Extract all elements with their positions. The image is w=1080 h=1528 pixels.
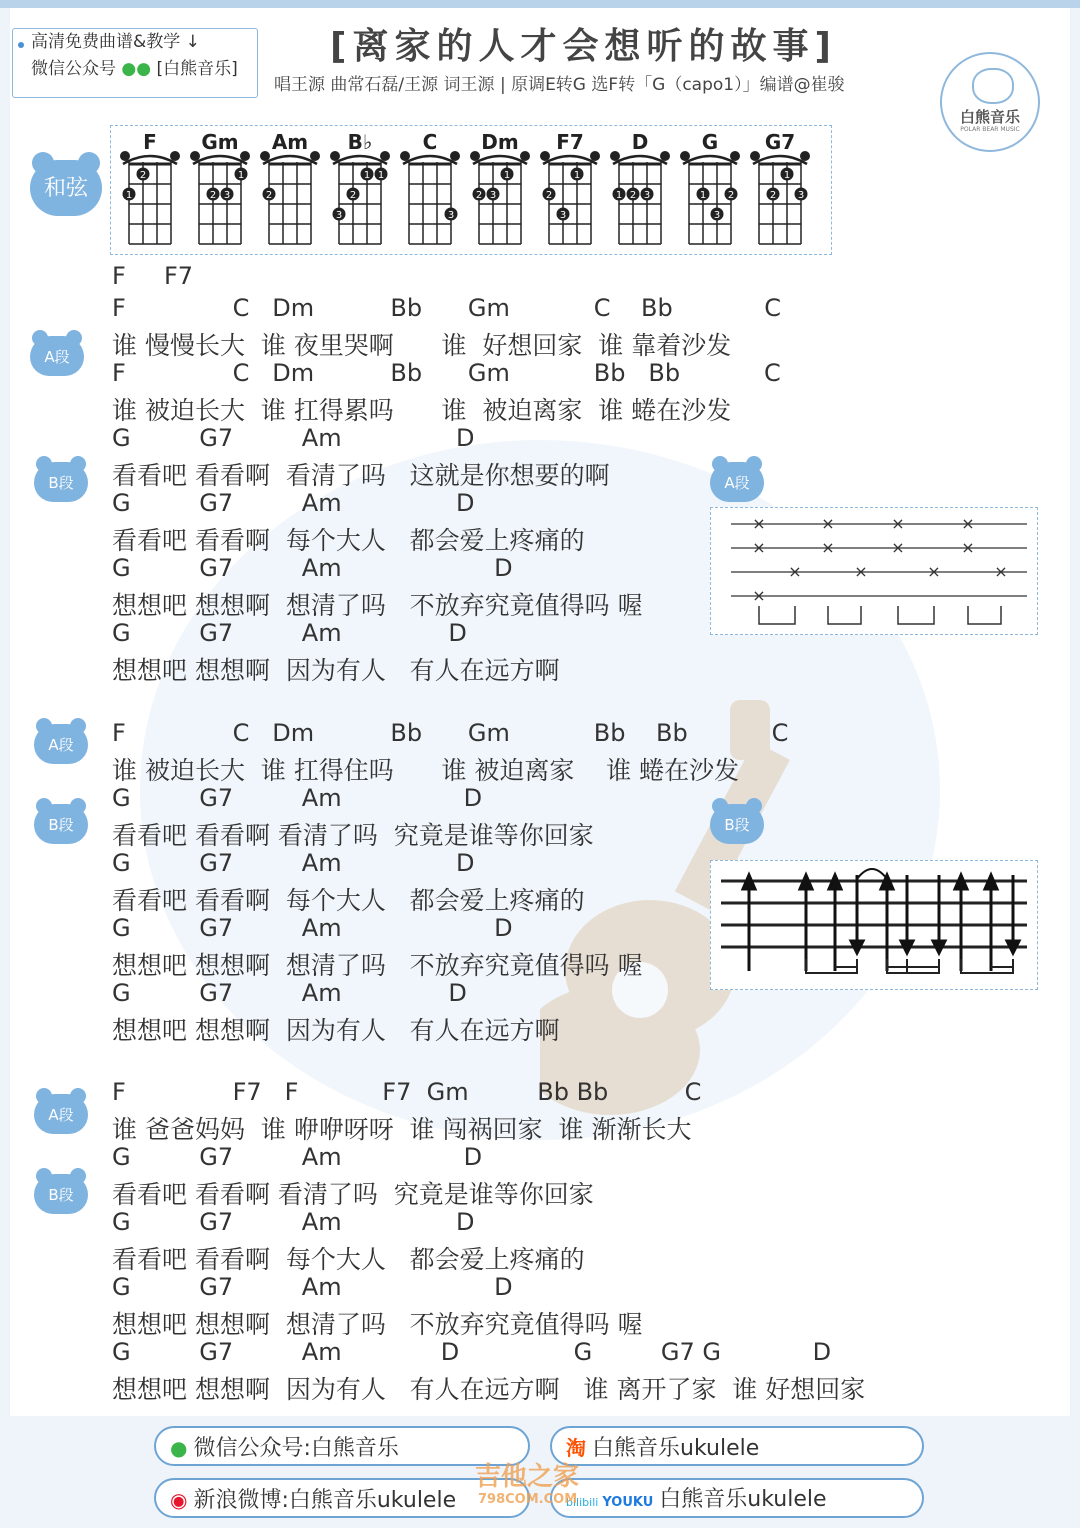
top-border xyxy=(0,0,1080,8)
chord-fretboard xyxy=(329,150,391,250)
chord-fretboard xyxy=(189,150,251,250)
svg-text:1: 1 xyxy=(699,190,707,201)
svg-text:3: 3 xyxy=(489,190,497,201)
svg-text:1: 1 xyxy=(125,190,133,201)
chord-diagram xyxy=(259,126,321,254)
bilibili-icon: bilibili xyxy=(566,1496,599,1509)
chord-line: G G7 Am D G G7 G D xyxy=(112,1338,832,1366)
section-badge-a: A段 xyxy=(30,336,84,376)
chord-line: F C Dm Bb Gm Bb Bb C xyxy=(112,359,781,387)
chord-name: B♭ xyxy=(347,130,373,154)
svg-text:×: × xyxy=(994,562,1008,581)
chord-line: G G7 Am D xyxy=(112,489,475,517)
bullet-dot xyxy=(18,42,24,48)
section-badge-a: A段 xyxy=(710,462,764,502)
promo-account-name: [白熊音乐] xyxy=(156,59,238,79)
svg-text:×: × xyxy=(961,538,975,557)
chord-name: C xyxy=(422,130,438,154)
chord-line: F F7 xyxy=(112,262,194,290)
svg-text:2: 2 xyxy=(727,190,735,201)
lyric-line: 谁 爸爸妈妈 谁 咿咿呀呀 谁 闯祸回家 谁 渐渐长大 xyxy=(112,1115,692,1144)
chord-name: D xyxy=(631,130,649,154)
lyric-line: 谁 被迫长大 谁 扛得累吗 谁 被迫离家 谁 蜷在沙发 xyxy=(112,396,732,425)
section-badge-b: B段 xyxy=(34,804,88,844)
svg-text:×: × xyxy=(821,514,835,533)
svg-text:3: 3 xyxy=(643,190,651,201)
svg-text:1: 1 xyxy=(363,170,371,181)
lyric-line: 看看吧 看看啊 每个大人 都会爱上疼痛的 xyxy=(112,526,585,555)
picking-pattern-panel xyxy=(710,507,1038,635)
bear-face-icon xyxy=(972,68,1014,104)
chord-line: G G7 Am D xyxy=(112,849,475,877)
lyric-line: 谁 被迫长大 谁 扛得住吗 谁 被迫离家 谁 蜷在沙发 xyxy=(112,756,740,785)
footer-wechat[interactable] xyxy=(154,1426,530,1466)
strumming-pattern-tab xyxy=(711,861,1037,989)
lyric-line: 想想吧 想想啊 因为有人 有人在远方啊 xyxy=(112,656,560,685)
footer-weibo-text: 新浪微博:白熊音乐ukulele xyxy=(193,1488,457,1513)
svg-text:×: × xyxy=(927,562,941,581)
chord-name: G xyxy=(701,130,719,154)
svg-text:3: 3 xyxy=(559,210,567,221)
svg-text:3: 3 xyxy=(797,190,805,201)
svg-text:1: 1 xyxy=(783,170,791,181)
footer-weibo[interactable] xyxy=(154,1478,530,1518)
svg-text:2: 2 xyxy=(475,190,483,201)
lyric-line: 想想吧 想想啊 想清了吗 不放弃究竟值得吗 喔 xyxy=(112,591,643,620)
svg-text:2: 2 xyxy=(209,190,217,201)
section-badge-b: B段 xyxy=(34,1174,88,1214)
chord-diagram xyxy=(119,126,181,254)
svg-text:×: × xyxy=(961,514,975,533)
svg-text:×: × xyxy=(752,514,766,533)
chord-diagram xyxy=(469,126,531,254)
svg-text:×: × xyxy=(891,538,905,557)
chord-line: F C Dm Bb Gm C Bb C xyxy=(112,294,782,322)
lyric-line: 看看吧 看看啊 每个大人 都会爱上疼痛的 xyxy=(112,886,585,915)
svg-text:2: 2 xyxy=(769,190,777,201)
chord-line: G G7 Am D xyxy=(112,1208,475,1236)
logo-name: 白熊音乐 xyxy=(959,108,1020,126)
svg-text:3: 3 xyxy=(335,210,343,221)
youku-icon: YOUKU xyxy=(602,1495,654,1510)
svg-text:3: 3 xyxy=(223,190,231,201)
song-credits: 唱王源 曲常石磊/王源 词王源 | 原调E转G 选F转「G（capo1）」编谱@崔骏 xyxy=(274,75,845,95)
weibo-icon: ◉ xyxy=(170,1488,188,1512)
svg-text:2: 2 xyxy=(629,190,637,201)
lyric-line: 想想吧 想想啊 想清了吗 不放弃究竟值得吗 喔 xyxy=(112,1310,643,1339)
chord-fretboard xyxy=(749,150,811,250)
footer-taobao-text: 白熊音乐ukulele xyxy=(592,1436,760,1461)
chord-line: G G7 Am D xyxy=(112,1143,483,1171)
polar-bear-logo xyxy=(940,52,1040,152)
svg-text:1: 1 xyxy=(503,170,511,181)
site-watermark: 吉他之家 xyxy=(475,1462,580,1492)
svg-text:2: 2 xyxy=(545,190,553,201)
lyric-line: 想想吧 想想啊 想清了吗 不放弃究竟值得吗 喔 xyxy=(112,951,643,980)
chord-line: F C Dm Bb Gm Bb Bb C xyxy=(112,719,789,747)
lyric-line: 看看吧 看看啊 看清了吗 这就是你想要的啊 xyxy=(112,461,610,490)
svg-text:×: × xyxy=(752,586,766,605)
chord-fretboard xyxy=(399,150,461,250)
chord-diagram xyxy=(679,126,741,254)
footer-video-text: 白熊音乐ukulele xyxy=(659,1487,827,1512)
svg-text:2: 2 xyxy=(139,170,147,181)
chords-section-badge: 和弦 xyxy=(30,160,102,216)
chord-line: F F7 F F7 Gm Bb Bb C xyxy=(112,1078,702,1106)
footer-wechat-text: 微信公众号:白熊音乐 xyxy=(193,1436,399,1461)
chord-diagram xyxy=(189,126,251,254)
svg-text:3: 3 xyxy=(713,210,721,221)
svg-text:1: 1 xyxy=(615,190,623,201)
lyric-line: 想想吧 想想啊 因为有人 有人在远方啊 xyxy=(112,1016,560,1045)
section-badge-b: B段 xyxy=(34,462,88,502)
chord-line: G G7 Am D xyxy=(112,914,513,942)
promo-wechat-label: 微信公众号 xyxy=(31,59,116,79)
wechat-icon: ●● xyxy=(121,59,152,79)
chord-fretboard xyxy=(259,150,321,250)
chord-name: F xyxy=(143,130,157,154)
footer-taobao[interactable] xyxy=(550,1426,924,1466)
chord-fretboard xyxy=(469,150,531,250)
svg-text:2: 2 xyxy=(265,190,273,201)
chord-name: Am xyxy=(271,130,309,154)
chord-diagram xyxy=(399,126,461,254)
lyric-line: 看看吧 看看啊 看清了吗 究竟是谁等你回家 xyxy=(112,1180,594,1209)
chord-line: G G7 Am D xyxy=(112,1273,513,1301)
lyric-line: 看看吧 看看啊 每个大人 都会爱上疼痛的 xyxy=(112,1245,585,1274)
wechat-icon: ● xyxy=(170,1436,188,1460)
chord-diagram xyxy=(329,126,391,254)
chord-fretboard xyxy=(539,150,601,250)
chord-fretboard xyxy=(679,150,741,250)
section-badge-b: B段 xyxy=(710,804,764,844)
chord-diagram xyxy=(609,126,671,254)
logo-subtitle: POLAR BEAR MUSIC xyxy=(960,126,1020,133)
chord-fretboard xyxy=(119,150,181,250)
svg-text:1: 1 xyxy=(237,170,245,181)
svg-text:1: 1 xyxy=(377,170,385,181)
wechat-promo-box xyxy=(12,28,258,98)
svg-text:×: × xyxy=(854,562,868,581)
svg-text:×: × xyxy=(891,514,905,533)
chord-line: G G7 Am D xyxy=(112,784,483,812)
chord-name: Gm xyxy=(201,130,239,154)
chord-name: G7 xyxy=(764,130,796,154)
chord-diagram-panel xyxy=(110,125,832,255)
lyric-line: 看看吧 看看啊 看清了吗 究竟是谁等你回家 xyxy=(112,821,594,850)
chord-line: G G7 Am D xyxy=(112,554,513,582)
chord-line: G G7 Am D xyxy=(112,619,467,647)
song-title: [离家的人才会想听的故事] xyxy=(330,26,837,67)
section-badge-a: A段 xyxy=(34,1094,88,1134)
svg-text:1: 1 xyxy=(573,170,581,181)
chord-name: Dm xyxy=(481,130,519,154)
svg-text:×: × xyxy=(788,562,802,581)
strumming-pattern-panel xyxy=(710,860,1038,990)
chord-line: G G7 Am D xyxy=(112,424,475,452)
lyric-line: 谁 慢慢长大 谁 夜里哭啊 谁 好想回家 谁 靠着沙发 xyxy=(112,331,732,360)
chord-diagram xyxy=(539,126,601,254)
svg-text:×: × xyxy=(821,538,835,557)
promo-line-1: 高清免费曲谱&教学 ↓ xyxy=(31,32,200,52)
chord-name: F7 xyxy=(556,130,584,154)
footer-video[interactable] xyxy=(550,1478,924,1518)
svg-text:2: 2 xyxy=(349,190,357,201)
chord-line: G G7 Am D xyxy=(112,979,467,1007)
promo-line-2 xyxy=(31,56,257,83)
lyric-line: 想想吧 想想啊 因为有人 有人在远方啊 谁 离开了家 谁 好想回家 xyxy=(112,1375,866,1404)
svg-text:3: 3 xyxy=(447,210,455,221)
svg-text:×: × xyxy=(752,538,766,557)
section-badge-a: A段 xyxy=(34,724,88,764)
site-watermark-url: 798COM.COM xyxy=(478,1492,578,1507)
picking-pattern-tab xyxy=(711,508,1037,634)
chord-fretboard xyxy=(609,150,671,250)
taobao-icon: 淘 xyxy=(566,1436,586,1460)
chord-diagram xyxy=(749,126,811,254)
